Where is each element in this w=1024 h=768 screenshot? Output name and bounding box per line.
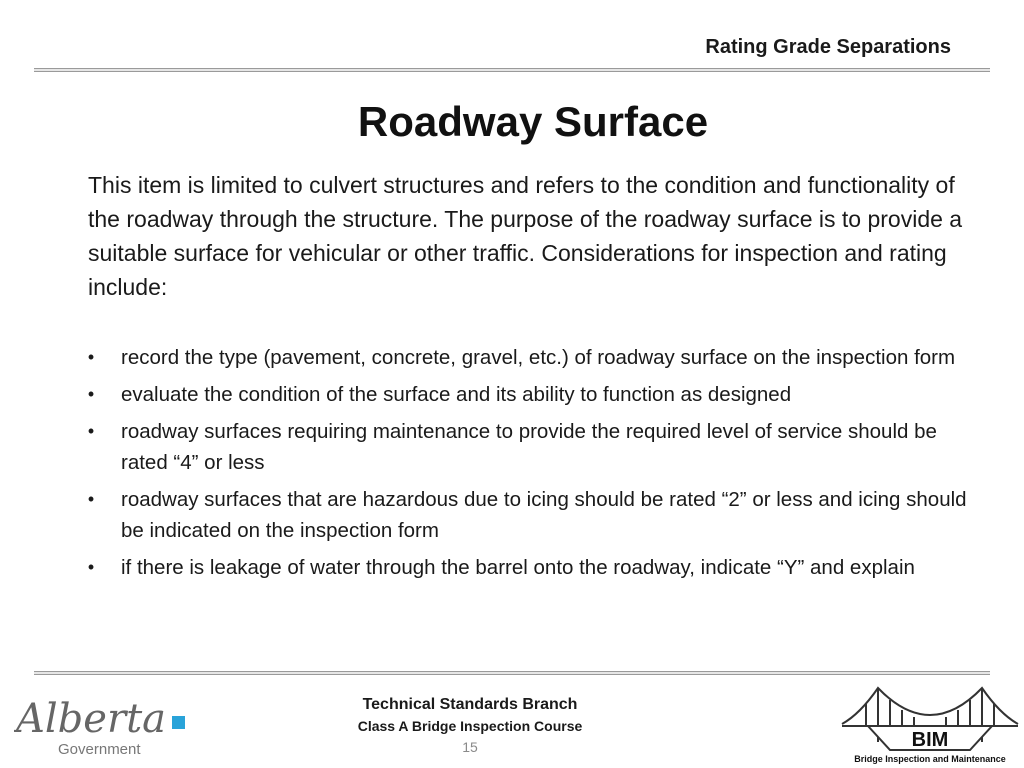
footer-branch: Technical Standards Branch — [362, 696, 578, 713]
list-item-text: roadway surfaces that are hazardous due to icing should be rated “2” or less and icing should be indicated on the inspection form — [121, 488, 967, 542]
list-item — [84, 552, 984, 583]
list-item — [84, 484, 984, 546]
footer-divider — [34, 671, 990, 675]
bullet-icon: • — [87, 421, 95, 441]
list-item-text: record the type (pavement, concrete, gravel, etc.) of roadway surface on the inspection form — [121, 346, 956, 369]
footer — [300, 694, 640, 758]
bullet-icon: • — [87, 557, 95, 577]
bullet-icon: • — [87, 384, 95, 404]
bim-logo — [840, 684, 1020, 766]
page-number: 15 — [462, 739, 478, 755]
alberta-government-logo — [14, 690, 194, 760]
bullet-icon: • — [87, 347, 95, 367]
list-item — [84, 379, 984, 410]
alberta-wordmark: Alberta — [16, 696, 166, 742]
section-title: Rating Grade Separations — [705, 36, 951, 58]
header-divider — [34, 68, 990, 72]
bullet-icon: • — [87, 489, 95, 509]
list-item-text: evaluate the condition of the surface and its ability to function as designed — [121, 383, 792, 406]
list-item — [84, 416, 984, 478]
list-item — [84, 342, 984, 373]
list-item-text: if there is leakage of water through the barrel onto the roadway, indicate “Y” and explain — [121, 556, 915, 579]
intro-paragraph: This item is limited to culvert structures and refers to the condition and functionality of the roadway through the structure. The purpose of the roadway surface is to provide a suitable surface for vehicular or other traffic. Considerations for inspection and rating include: — [88, 172, 963, 300]
alberta-subtext: Government — [58, 741, 141, 758]
considerations-list — [84, 342, 984, 589]
alberta-accent-square — [172, 716, 185, 729]
bim-acronym: BIM — [911, 729, 949, 751]
footer-course: Class A Bridge Inspection Course — [357, 718, 583, 734]
bim-subtext: Bridge Inspection and Maintenance — [854, 754, 1006, 764]
list-item-text: roadway surfaces requiring maintenance to provide the required level of service should be rated “4” or less — [121, 420, 937, 474]
slide-title: Roadway Surface — [357, 98, 709, 145]
